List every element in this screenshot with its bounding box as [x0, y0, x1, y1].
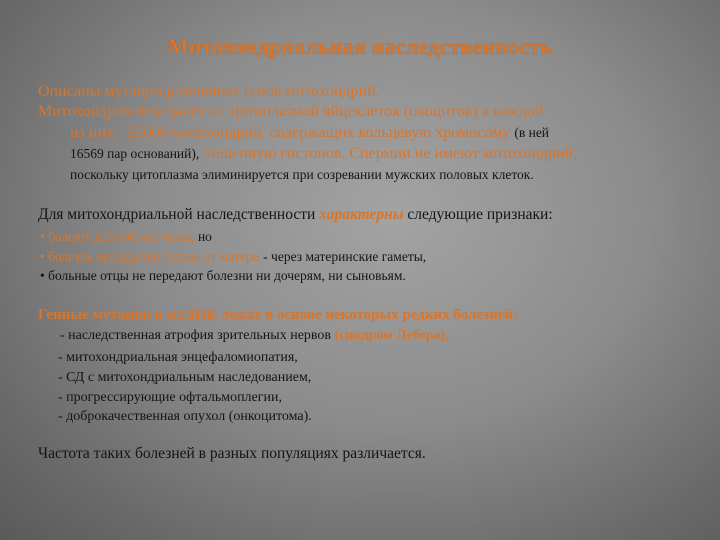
transfer-note-open: (в ней: [514, 125, 550, 140]
disease-leber: - наследственная атрофия зрительных нервов: [60, 328, 332, 343]
features-intro: Для митохондриальной наследственности: [38, 206, 316, 223]
features-keyword: характерны: [319, 206, 404, 223]
list-item: [58, 389, 282, 407]
paragraph-mutations: [38, 81, 698, 102]
frequency-text: Частота таких болезней в разных популяциях различается.: [38, 445, 426, 462]
leber-syndrome: (синдром Лебера),: [334, 328, 449, 343]
disease-diabetes: - СД с митохондриальным наследованием,: [58, 370, 312, 385]
list-item: [60, 327, 449, 345]
bullet-but: но: [197, 229, 212, 244]
transfer-indented-block: [38, 122, 698, 185]
paragraph-mitochondria-transfer: [38, 101, 698, 185]
bullet-fathers: • больные отцы не передают болезни ни дочерям, ни сыновьям.: [40, 268, 406, 283]
paragraph-diseases-heading: [38, 305, 698, 325]
bullet-mother-only: • болезнь передается только от матери: [40, 249, 260, 264]
mutations-text: Описаны мутации различных генов митохондрий.: [38, 83, 380, 100]
list-item: [40, 248, 426, 266]
bullet-gametes: - через материнские гаметы,: [263, 249, 427, 264]
features-tail: следующие признаки:: [407, 206, 553, 223]
disease-encephalomyopathy: - митохондриальная энцефаломиопатия,: [58, 350, 298, 365]
disease-oncocytoma: - доброкачественная опухол (онкоцитома).: [58, 409, 312, 424]
histones-text: лишенную гистонов.: [203, 145, 346, 162]
list-item: [40, 267, 406, 285]
cytoplasm-text: поскольку цитоплазма элиминируется при созревании мужских половых клеток.: [70, 167, 534, 182]
list-item: [58, 349, 298, 367]
list-item: [58, 408, 312, 426]
transfer-line-1: Митохондрии передаются с цитоплазмой яйцеклеток (овоцитов) в каждой: [38, 103, 544, 120]
paragraph-features: [38, 205, 698, 225]
transfer-note-pairs: 16569 пар оснований),: [70, 146, 200, 161]
list-item: [40, 228, 212, 246]
slide-title: Митохондриальная наследственность: [167, 34, 553, 59]
paragraph-frequency: [38, 444, 698, 464]
bullet-both-sexes: • болеют дети обоего пола,: [40, 229, 195, 244]
disease-ophthalmoplegia: - прогрессирующие офтальмоплегии,: [58, 390, 282, 405]
transfer-line-2: из них - 25000 митохондрий, содержащих кольцевую хромосому: [70, 124, 511, 141]
spermia-text: Спермии не имеют митохондрий,: [349, 145, 578, 162]
diseases-heading: Генные мутации в мтДНК лежат в основе некоторых редких болезней:: [38, 307, 519, 323]
list-item: [58, 369, 311, 387]
